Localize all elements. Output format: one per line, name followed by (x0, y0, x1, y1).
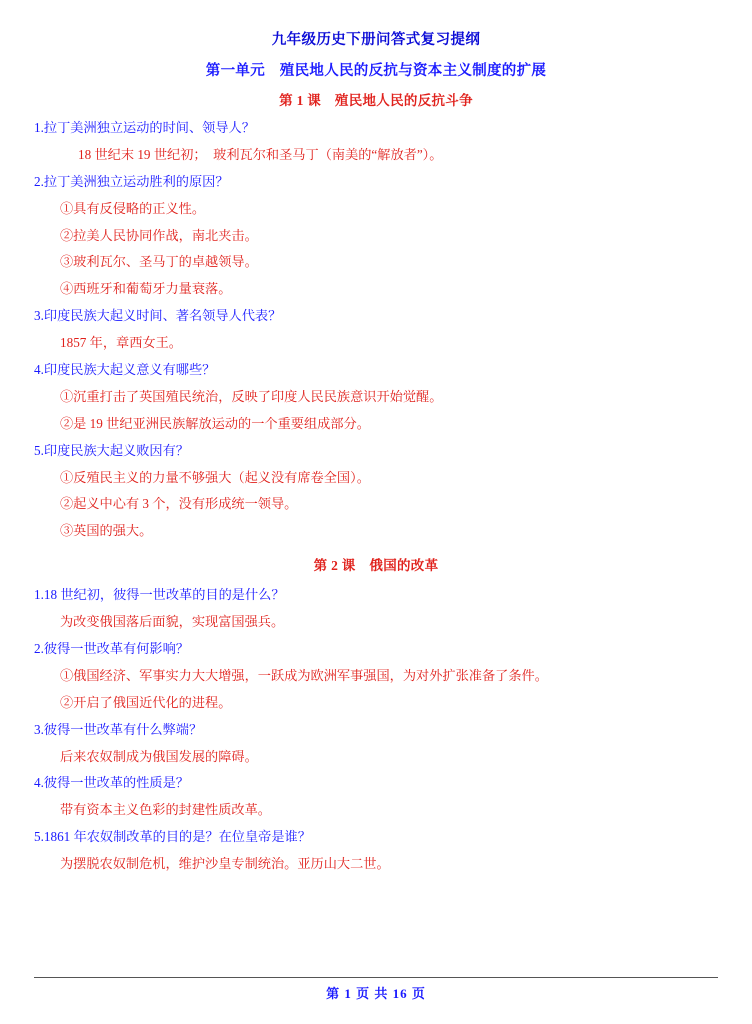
answer: ③玻利瓦尔、圣马丁的卓越领导。 (60, 254, 258, 270)
question: 3.印度民族大起义时间、著名领导人代表？ (34, 308, 282, 324)
page-footer (0, 977, 752, 1002)
answer: ④西班牙和葡萄牙力量衰落。 (60, 281, 232, 297)
question: 4.彼得一世改革的性质是？ (34, 775, 189, 791)
page-number: 第 1 页 共 16 页 (326, 986, 426, 1001)
question: 1.拉丁美洲独立运动的时间、领导人？ (34, 120, 255, 135)
answer: ①沉重打击了英国殖民统治，反映了印度人民民族意识开始觉醒。 (60, 388, 443, 404)
question: 3.彼得一世改革有什么弊端？ (34, 721, 203, 737)
question: 1.18 世纪初，彼得一世改革的目的是什么？ (34, 587, 285, 603)
answer: ②起义中心有 3 个，没有形成统一领导。 (60, 496, 298, 512)
answer: 带有资本主义色彩的封建性质改革。 (60, 802, 271, 818)
answer: 后来农奴制成为俄国发展的障碍。 (60, 748, 258, 764)
question: 2.拉丁美洲独立运动胜利的原因？ (34, 173, 229, 189)
answer: ①俄国经济、军事实力大大增强，一跃成为欧洲军事强国，为对外扩张准备了条件。 (60, 667, 548, 683)
answer: 为改变俄国落后面貌，实现富国强兵。 (60, 614, 285, 630)
question: 5.印度民族大起义败因有？ (34, 442, 189, 458)
answer: ①反殖民主义的力量不够强大（起义没有席卷全国）。 (60, 469, 370, 485)
lesson-heading-2: 第 2 课 俄国的改革 (313, 558, 439, 574)
answer: 为摆脱农奴制危机，维护沙皇专制统治。亚历山大二世。 (60, 856, 390, 872)
lesson-heading-1: 第 1 课 殖民地人民的反抗斗争 (279, 93, 473, 108)
unit-heading: 第一单元 殖民地人民的反抗与资本主义制度的扩展 (205, 63, 547, 79)
question: 5.1861 年农奴制改革的目的是？在位皇帝是谁？ (34, 829, 311, 845)
answer: 18 世纪末 19 世纪初； 玻利瓦尔和圣马丁（南美的“解放者”）。 (78, 146, 443, 162)
question: 2.彼得一世改革有何影响？ (34, 641, 189, 657)
answer: ③英国的强大。 (60, 523, 153, 539)
answer: ②是 19 世纪亚洲民族解放运动的一个重要组成部分。 (60, 415, 370, 431)
answer: ②拉美人民协同作战，南北夹击。 (60, 227, 258, 243)
answer: ②开启了俄国近代化的进程。 (60, 694, 232, 710)
page-title: 九年级历史下册问答式复习提纲 (271, 32, 481, 48)
footer-divider (34, 977, 718, 978)
answer: 1857 年，章西女王。 (60, 335, 182, 351)
answer: ①具有反侵略的正义性。 (60, 200, 206, 216)
question: 4.印度民族大起义意义有哪些？ (34, 362, 216, 378)
